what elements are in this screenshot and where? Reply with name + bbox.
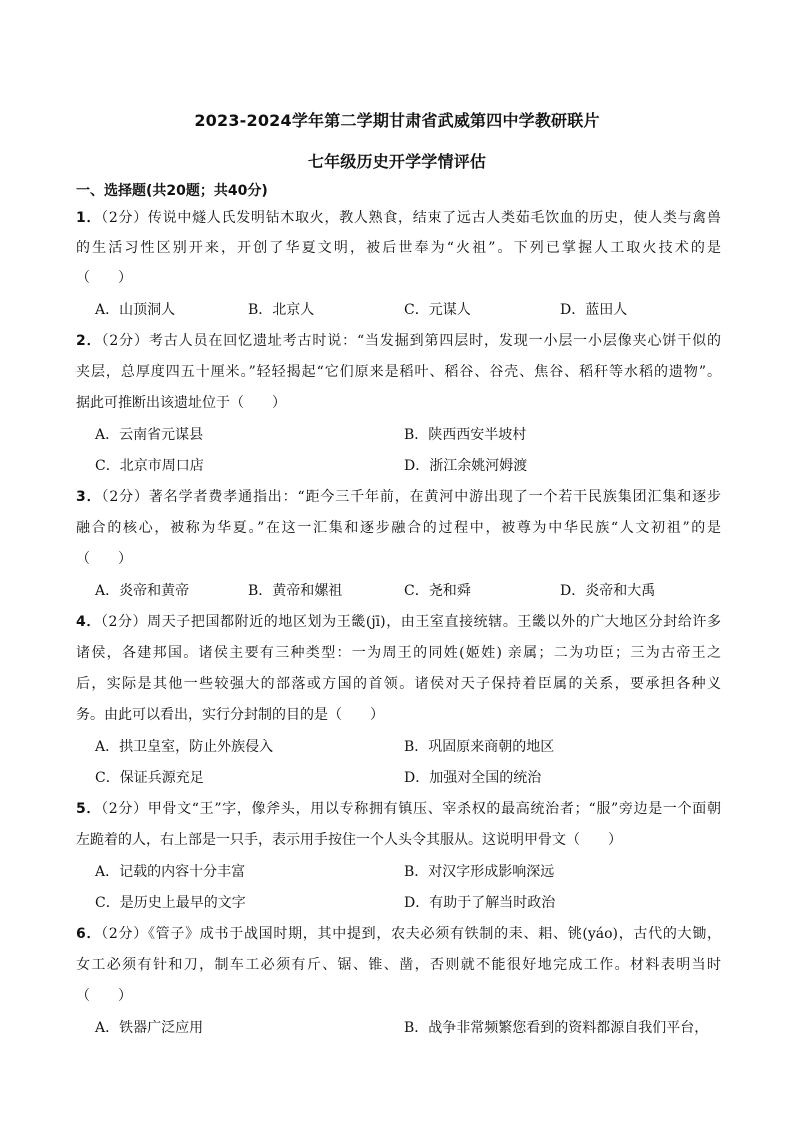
question-line: （ ）: [76, 551, 132, 567]
option-c: C．元谋人: [404, 302, 471, 318]
question-text: （2分）考古人员在回忆遗址考古时说：“当发掘到第四层时，发现一小层一小层像夹心饼干似的: [101, 333, 721, 349]
option-c: C．北京市周口店: [95, 458, 204, 474]
option-b: B．陕西西安半坡村: [404, 427, 527, 443]
question-number: 2．: [76, 333, 102, 349]
option-a: A．铁器广泛应用: [95, 1020, 204, 1036]
question-line: 务。由此可以看出，实行分封制的目的是（ ）: [76, 707, 384, 723]
question-number: 6．: [76, 926, 102, 942]
option-c: C．保证兵源充足: [95, 770, 204, 786]
question-line: 左跪着的人，右上部是一只手，表示用手按住一个人头令其服从。这说明甲骨文（ ）: [76, 832, 622, 848]
question-line: 后，实际是其他一些较强大的部落或方国的首领。诸侯对天子保持着臣属的关系，要承担各种义: [76, 676, 721, 692]
option-a: A．记载的内容十分丰富: [95, 864, 246, 880]
question-text: （2分）传说中燧人氏发明钻木取火，教人熟食，结束了远古人类茹毛饮血的历史，使人类与禽兽: [101, 210, 721, 226]
option-b: B．对汉字形成影响深远: [404, 864, 555, 880]
question-text: （2分）周天子把国都附近的地区划为王畿(jī)，由王室直接统辖。王畿以外的广大地区分封给许多: [100, 614, 721, 630]
question-text: （2分）甲骨文“王”字，像斧头，用以专称拥有镇压、宰杀权的最高统治者；“服”旁边是一个面朝: [101, 801, 721, 817]
question-number: 5．: [76, 801, 102, 817]
option-b: B．北京人: [248, 302, 315, 318]
option-b: B．巩固原来商朝的地区: [404, 739, 555, 755]
question-line: 融合的核心，被称为华夏。”在这一汇集和逐步融合的过程中，被尊为中华民族“人文初祖”的是: [76, 520, 721, 536]
question-line: （ ）: [76, 270, 132, 286]
question-line: [76, 331, 721, 351]
question-number: 4．: [76, 614, 101, 630]
question-line: （ ）: [76, 988, 132, 1004]
option-d: D．蓝田人: [560, 302, 628, 318]
section-heading: 一、选择题(共20题；共40分): [76, 183, 268, 199]
question-number: 3．: [76, 489, 102, 505]
option-b: B．战争非常频繁您看到的资料都源自我们平台，: [404, 1020, 709, 1036]
question-line: [76, 612, 721, 632]
question-line: [76, 487, 721, 507]
question-line: [76, 924, 721, 944]
question-line: 诸侯，各建邦国。诸侯主要有三种类型：一为周王的同姓(姬姓) 亲属；二为功臣；三为古帝王之: [76, 645, 721, 661]
option-d: D．炎帝和大禹: [560, 583, 656, 599]
option-d: D．浙江余姚河姆渡: [404, 458, 528, 474]
question-text: （2分）著名学者费孝通指出：“距今三千年前，在黄河中游出现了一个若干民族集团汇集和逐步: [101, 489, 721, 505]
question-line: 的生活习性区别开来，开创了华夏文明，被后世奉为“火祖”。下列已掌握人工取火技术的是: [76, 240, 721, 256]
question-line: [76, 799, 721, 819]
question-line: 女工必须有针和刀，制车工必须有斤、锯、锥、凿，否则就不能很好地完成工作。材料表明当时: [76, 957, 721, 973]
question-line: 夹层，总厚度四五十厘米。”轻轻揭起“它们原来是稻叶、稻谷、谷壳、焦谷、稻秆等水稻的遗物”。: [76, 364, 721, 380]
option-a: A．山顶洞人: [95, 302, 176, 318]
option-c: C．是历史上最早的文字: [95, 895, 246, 911]
option-a: A．炎帝和黄帝: [95, 583, 190, 599]
question-line: [76, 208, 721, 228]
option-d: D．加强对全国的统治: [404, 770, 542, 786]
option-c: C．尧和舜: [404, 583, 471, 599]
option-b: B．黄帝和嫘祖: [248, 583, 343, 599]
question-line: 据此可推断出该遗址位于（ ）: [76, 395, 286, 411]
option-a: A．拱卫皇室，防止外族侵入: [95, 739, 274, 755]
question-text: （2分）《管子》成书于战国时期，其中提到，农夫必须有铁制的耒、耜、铫(yáo)，古代的大锄，: [101, 926, 721, 942]
document-title: 2023-2024学年第二学期甘肃省武威第四中学教研联片: [194, 111, 600, 130]
option-d: D．有助于了解当时政治: [404, 895, 556, 911]
option-a: A．云南省元谋县: [95, 427, 204, 443]
question-number: 1．: [76, 210, 102, 226]
document-subtitle: 七年级历史开学学情评估: [307, 152, 487, 171]
